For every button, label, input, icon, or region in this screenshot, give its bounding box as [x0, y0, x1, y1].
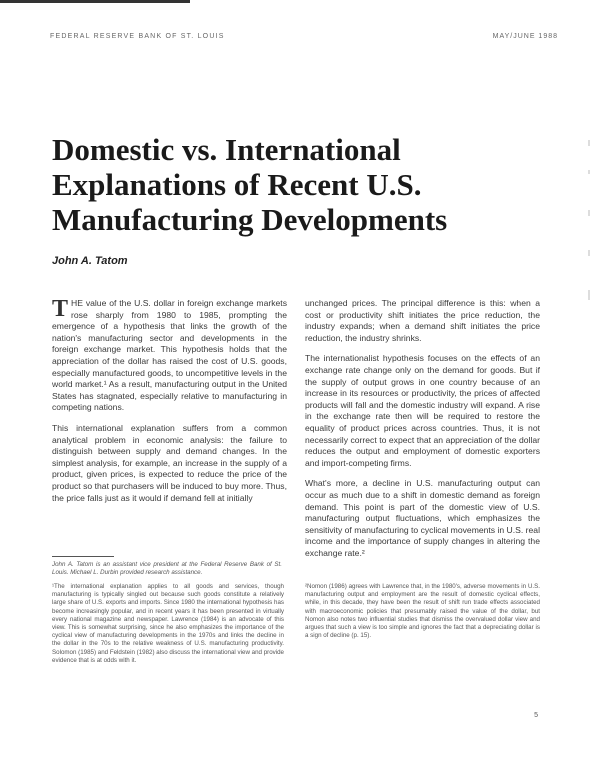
- author-note: John A. Tatom is an assistant vice president at the Federal Reserve Bank of St. Louis. Michael L. Durbin provided research assistance.: [52, 561, 282, 577]
- article-author: John A. Tatom: [52, 255, 128, 267]
- article-title: Domestic vs. International Explanations of Recent U.S. Manufacturing Developments: [52, 132, 448, 237]
- paragraph-2: This international explanation suffers from a common analytical problem in economic analysis: the failure to distinguish between supply and demand changes. In the simplest analysis, for example, an increase in the supply of a product, given prices, is expected to reduce the price of the product so that purchasers will be induced to buy more. Thus, the price falls just as it would if demand fell at initially: [52, 422, 287, 503]
- footnote-1: ¹The international explanation applies to all goods and services, though manufacturing is typically singled out because such goods constitute a relatively large share of U.S. exports and imports. Since 1980 the international hypothesis has become increasingly popular, and in recent years it has been presented in virtually every national magazine and newspaper. Lawrence (1984) is an advocate of this view. This is somewhat surprising, since he also emphasizes the importance of the cyclical view of manufacturing developments in the 1970s and links the decline in the dollar in the 70s to the relative weakness of U.S. manufacturing productivity. Solomon (1985) and Feldstein (1982) also discuss the international view and provide evidence that is at odds with it.: [52, 583, 284, 664]
- running-head: FEDERAL RESERVE BANK OF ST. LOUIS: [50, 33, 225, 40]
- paragraph-1: [52, 298, 287, 414]
- paragraph-5: What's more, a decline in U.S. manufacturing output can occur as much due to a shift in domestic demand as foreign demand. This point is part of the domestic view of U.S. manufacturing output fluctuations, which emphasizes the sensitivity of manufacturing to cyclical movements in U.S. real income and the importance of supply changes in altering the exchange rate.²: [305, 478, 540, 558]
- drop-cap: T: [52, 298, 69, 322]
- top-rule: [0, 0, 190, 3]
- paragraph-3: unchanged prices. The principal difference is this: when a cost or productivity shift initiates the price reduction, the industry expands; when a demand shift initiates the price reduction, the industry shrinks.: [305, 298, 540, 343]
- body-column-left: [52, 298, 287, 556]
- page-number: 5: [534, 712, 538, 719]
- footnote-rule: [52, 556, 114, 557]
- margin-scan-marks: [586, 140, 592, 310]
- paragraph-1-text: HE value of the U.S. dollar in foreign exchange markets rose sharply from 1980 to 1985, prompting the emergence of a hypothesis that links the growth of the nation's manufacturing sector and developments in the foreign exchange market. This hypothesis holds that the appreciation of the dollar has raised the cost of U.S. goods, especially manufactured goods, to uncompetitive levels in the world market.¹ As a result, manufacturing output in the United States has stagnated, especially relative to manufacturing in competing nations.: [52, 298, 287, 413]
- body-column-right: [305, 298, 540, 598]
- footnote-2: ²Nomon (1986) agrees with Lawrence that, in the 1980's, adverse movements in U.S. manufacturing output and employment are the result of domestic cyclical effects, while, in this decade, they have been the result of shift run trade effects associated with macroeconomic policies that presumably raised the value of the dollar, but Nomon also notes two influential studies that dismiss the overvalued dollar view and argues that such a view is too simple and ignores the fact that a depreciating dollar is a sign of decline (p. 15).: [305, 583, 540, 640]
- issue-date: MAY/JUNE 1988: [492, 33, 558, 40]
- paragraph-4: The internationalist hypothesis focuses on the effects of an exchange rate change only on the demand for goods. But if the supply of output grows in one country because of an increase in its resources or productivity, the prices of affected products will fall and the domestic industry will expand. A rise in the exchange rate then will be required to restore the equality of product prices across countries. Thus, it is not necessarily correct to expect that an appreciation of the dollar reduces the output and employment of domestic exporters and import-competing firms.: [305, 353, 540, 468]
